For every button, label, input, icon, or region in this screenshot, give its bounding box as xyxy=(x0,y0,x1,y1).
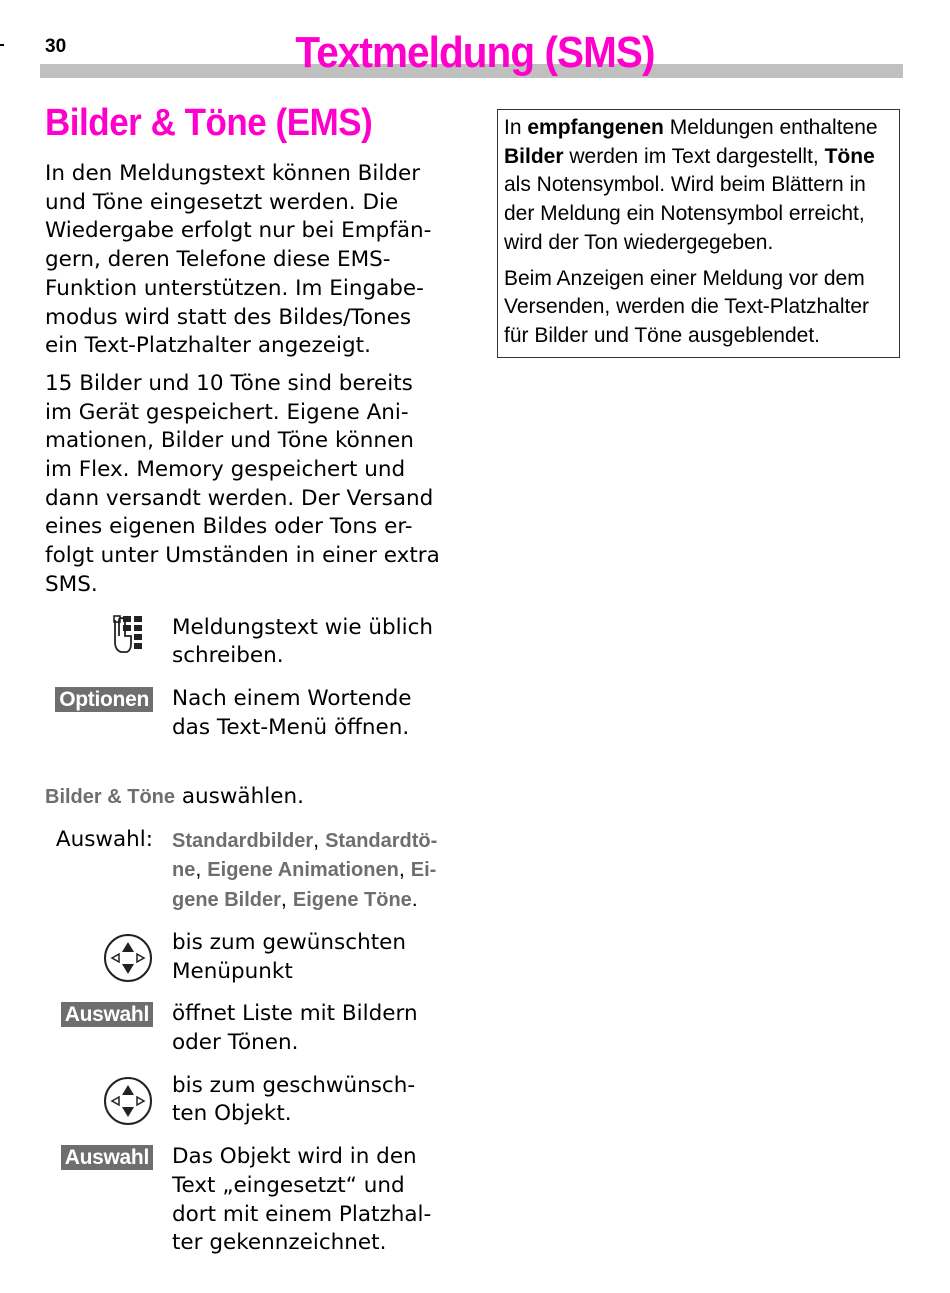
step-scroll-menu-label: bis zum gewünschten Menüpunkt xyxy=(172,929,406,984)
navigation-key-icon xyxy=(103,1076,153,1126)
option-standard-tones-2: ne xyxy=(172,859,196,882)
note-text: In xyxy=(504,116,528,139)
menu-term-images-tones: Bilder & Töne xyxy=(45,786,176,809)
step-select-2 xyxy=(45,1143,455,1258)
note-text: Meldungen enthaltene xyxy=(663,116,878,139)
option-standard-tones-1: Standardtö- xyxy=(325,829,438,852)
step-select-1 xyxy=(45,1000,455,1057)
select-softkey-wrap xyxy=(61,1145,153,1170)
option-own-tones: Eigene Töne xyxy=(292,889,412,912)
separator: , xyxy=(313,827,326,852)
section-heading: Bilder & Töne (EMS) xyxy=(45,102,373,144)
separator: , xyxy=(195,857,208,882)
selection-row xyxy=(45,826,455,915)
options-softkey-wrap xyxy=(55,687,153,712)
options-softkey[interactable]: Optionen xyxy=(55,687,153,712)
selection-options xyxy=(172,826,455,915)
separator: , xyxy=(280,887,293,912)
crop-mark xyxy=(0,44,4,46)
page-number: 30 xyxy=(45,36,67,57)
select-softkey[interactable]: Auswahl xyxy=(61,1002,153,1027)
step-scroll-menu xyxy=(45,929,455,986)
select-softkey-wrap xyxy=(61,1002,153,1027)
selection-label: Auswahl: xyxy=(55,826,153,852)
note-emphasis: Töne xyxy=(824,144,875,168)
step-select-images-tones xyxy=(45,754,455,811)
step-select-suffix: auswählen. xyxy=(175,784,304,810)
keypad-icon xyxy=(111,614,153,658)
separator: , xyxy=(398,857,411,882)
option-own-images-1: Ei- xyxy=(410,859,437,882)
storage-paragraph: 15 Bilder und 10 Töne sind bereits im Gerät gespeichert. Eigene Ani- mationen, Bilder und Töne können im Flex. Memory gespeichert und dann versandt werden. Der Versand eines eigenen Bildes oder Tons er- folgt unter Umständen in einer extra SMS. xyxy=(45,370,440,597)
main-column xyxy=(45,100,455,1258)
step-write-text-label: Meldungstext wie üblich schreiben. xyxy=(172,614,434,669)
note-paragraph-received xyxy=(504,114,893,258)
intro-paragraph: In den Meldungstext können Bilder und Töne eingesetzt werden. Die Wiedergabe erfolgt nur bei Empfän- gern, deren Telefone diese EMS- Funktion unterstützen. Im Eingabe- modus wird statt des Bildes/Tones ein Text-Platzhalter angezeigt. xyxy=(45,161,432,359)
separator: . xyxy=(411,887,418,912)
option-standard-images: Standardbilder xyxy=(172,829,314,852)
option-own-images-2: gene Bilder xyxy=(172,889,281,912)
step-select-2-label: Das Objekt wird in den Text „eingesetzt“ und dort mit einem Platzhal- ter gekennzeichnet. xyxy=(172,1144,432,1256)
step-options xyxy=(45,685,455,742)
step-select-1-label: öffnet Liste mit Bildern oder Tönen. xyxy=(172,1001,418,1055)
note-paragraph-preview: Beim Anzeigen einer Meldung vor dem Versenden, werden die Text-Platzhalter für Bilder und Töne ausgeblendet. xyxy=(504,266,869,347)
select-softkey[interactable]: Auswahl xyxy=(61,1145,153,1170)
step-options-label: Nach einem Wortende das Text-Menü öffnen. xyxy=(172,685,412,740)
note-emphasis: Bilder xyxy=(504,144,564,168)
page-title: Textmeldung (SMS) xyxy=(295,28,655,77)
note-text: werden im Text dargestellt, xyxy=(563,144,825,168)
note-text: als Notensymbol. Wird beim Blättern in der Meldung ein Notensymbol erreicht, wird der Ton wiedergegeben. xyxy=(504,173,866,254)
step-scroll-object xyxy=(45,1072,455,1129)
navigation-key-icon xyxy=(103,933,153,983)
step-scroll-object-label: bis zum geschwünsch- ten Objekt. xyxy=(172,1072,416,1127)
note-emphasis: empfangenen xyxy=(527,116,664,139)
note-box xyxy=(497,109,900,358)
step-write-text xyxy=(45,614,455,671)
option-own-animations: Eigene Animationen xyxy=(207,859,399,882)
